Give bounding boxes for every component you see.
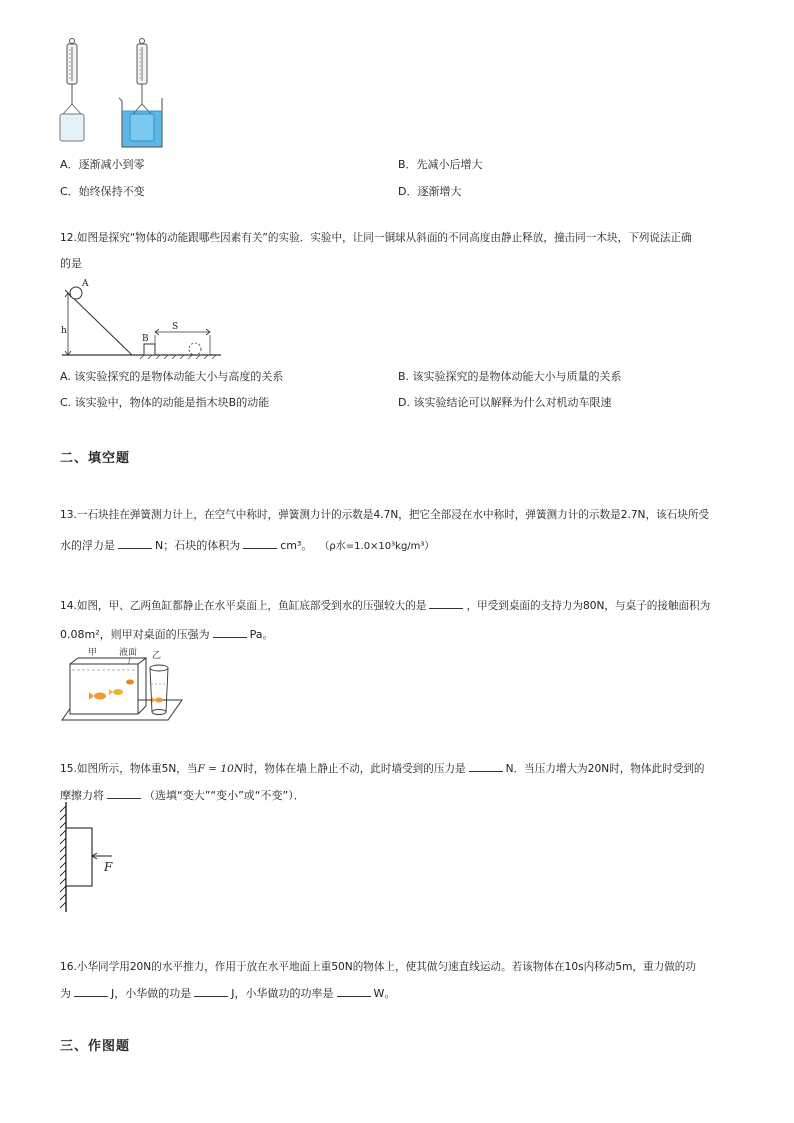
q16-line1: 16.小华同学用20N的水平推力，作用于放在水平地面上重50N的物体上，使其做匀速直线运动。若该物体在10s内移动5m，重力做的功 (60, 961, 696, 973)
q11-option-d: D．逐渐增大 (398, 185, 462, 198)
q15-line1: 15.如图所示，物体重5N，当F = 10N时，物体在墙上静止不动，此时墙受到的压力是 N．当压力增大为20N时，物体此时受到的 (60, 763, 705, 775)
answer-blank[interactable] (429, 598, 463, 609)
label-s: S (172, 322, 179, 332)
answer-blank[interactable] (469, 761, 503, 772)
q12-option-d: D. 该实验结论可以解释为什么对机动车限速 (398, 396, 612, 409)
label-yi: 乙 (152, 651, 162, 661)
q15-line2: 摩擦力将 （选填“变大”“变小”或“不变”）． (60, 789, 305, 802)
label-liquid-surface: 液面 (119, 648, 138, 658)
q11-option-b: B．先减小后增大 (398, 158, 483, 171)
spring-scale-figure (55, 38, 175, 150)
section-fill-in-title: 二、填空题 (60, 451, 131, 466)
q13-line1: 13.一石块挂在弹簧测力计上，在空气中称时，弹簧测力计的示数是4.7N，把它全部浸在水中称时，弹簧测力计的示数是2.7N，该石块所受 (60, 509, 710, 521)
answer-blank[interactable] (74, 986, 108, 997)
q11-option-c: C．始终保持不变 (60, 185, 145, 198)
answer-blank[interactable] (194, 986, 228, 997)
label-h: h (61, 326, 67, 336)
fish-tank-figure (60, 646, 190, 724)
q12-option-b: B. 该实验探究的是物体动能大小与质量的关系 (398, 370, 622, 383)
answer-blank[interactable] (118, 538, 152, 549)
answer-blank[interactable] (243, 538, 277, 549)
section-drawing-title: 三、作图题 (60, 1039, 131, 1054)
q11-option-a: A．逐渐减小到零 (60, 158, 145, 171)
q12-option-c: C. 该实验中，物体的动能是指木块B的动能 (60, 396, 270, 409)
label-force-f: F (104, 860, 113, 874)
answer-blank[interactable] (337, 986, 371, 997)
q12-stem-line1: 12.如图是探究“物体的动能跟哪些因素有关”的实验．实验中，让同一铜球从斜面的不同高度由静止释放，撞击同一木块，下列说法正确 (60, 232, 692, 244)
label-jia: 甲 (88, 648, 98, 658)
q12-stem-line2: 的是 (60, 257, 82, 270)
spring-scale-in-air (60, 39, 84, 142)
spring-scale-in-water (119, 39, 162, 148)
wall-block-figure (56, 800, 126, 915)
q16-line2: 为 J，小华做的功是 J，小华做功的功率是 W。 (60, 987, 396, 1000)
q14-line2: 0.08m²，则甲对桌面的压强为 Pa。 (60, 628, 274, 641)
answer-blank[interactable] (213, 627, 247, 638)
label-b: B (142, 334, 149, 344)
incline-figure (58, 275, 228, 360)
answer-blank[interactable] (107, 788, 141, 799)
q13-line2: 水的浮力是 N；石块的体积为 cm³。 （ρ水=1.0×10³kg/m³） (60, 539, 435, 552)
q14-line1: 14.如图，甲、乙两鱼缸都静止在水平桌面上，鱼缸底部受到水的压强较大的是 ，甲受到桌面的支持力为80N，与桌子的接触面积为 (60, 600, 711, 612)
label-a: A (82, 279, 89, 289)
q12-option-a: A. 该实验探究的是物体动能大小与高度的关系 (60, 370, 284, 383)
